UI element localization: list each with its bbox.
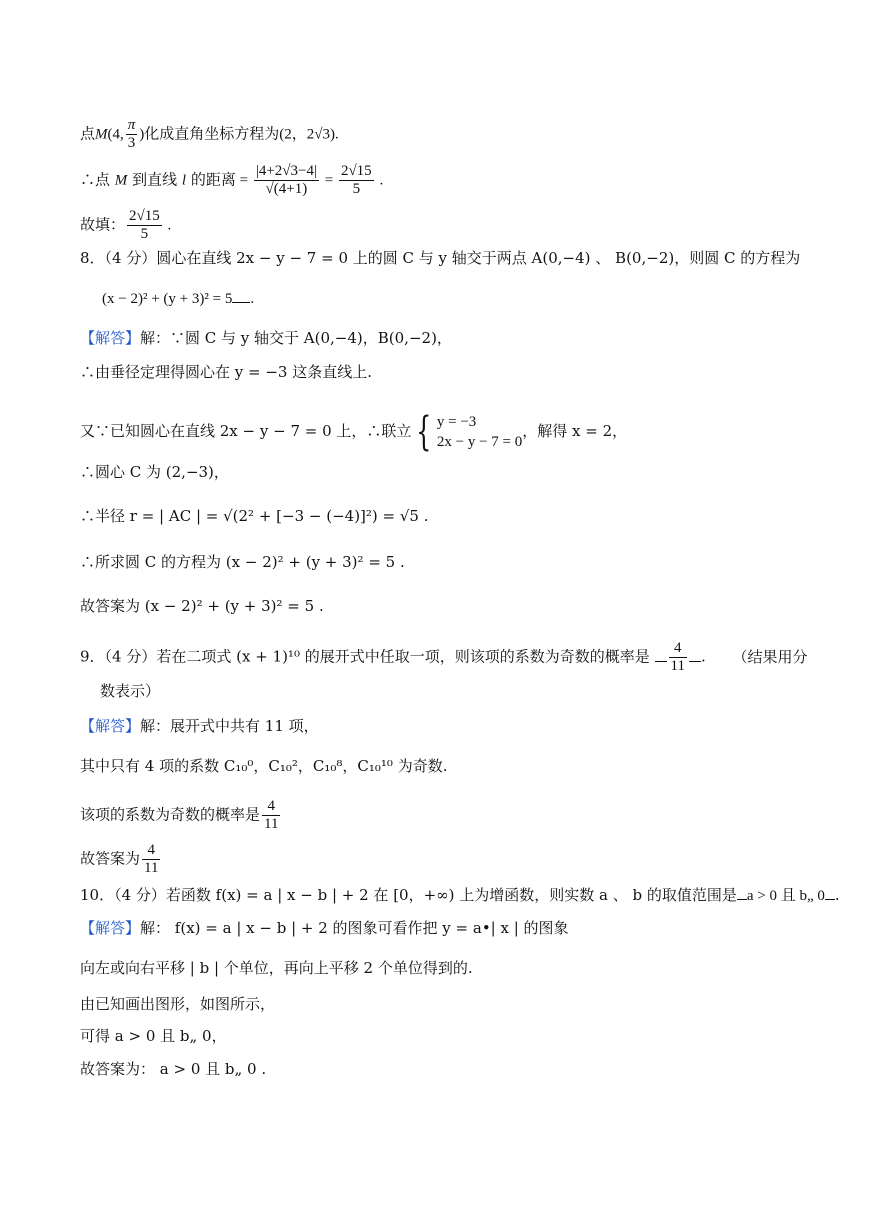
line-fill-answer: 故填： $\frac{2√15}{5}$ . bbox=[80, 208, 172, 242]
q10-solution-1: 【解答】解： f(x) = a | x − b | + 2 的图象可看作把 y = a•| x | 的图象 bbox=[80, 919, 569, 937]
q8-solution-5: ∴半径 r = | AC | = √(2² + [−3 − (−4)]²) = √5 . bbox=[80, 507, 429, 525]
q9-solution-1: 【解答】解：展开式中共有 11 项， bbox=[80, 717, 319, 735]
q9-solution-4: 故答案为 $\frac{4}{11}$ bbox=[80, 842, 159, 876]
solution-tag: 【解答】 bbox=[80, 329, 141, 347]
q8-solution-6: ∴所求圆 C 的方程为 (x − 2)² + (y + 3)² = 5 . bbox=[80, 553, 405, 571]
line-point-m: 点M(4, $\frac{\pi}{3}$ )化成直角坐标方程为(2，2√3). bbox=[80, 117, 339, 151]
q8-answer-line: (x − 2)² + (y + 3)² = 5 . bbox=[102, 291, 255, 307]
q10-solution-4: 可得 a > 0 且 b„ 0， bbox=[80, 1027, 227, 1045]
q10-solution-2: 向左或向右平移 | b | 个单位，再向上平移 2 个单位得到的. bbox=[80, 959, 473, 977]
q10-question: 10．（4 分）若函数 f(x) = a | x − b | + 2 在 [0，+∞) 上为增函数，则实数 a 、 b 的取值范围是 a > 0 且 b„ 0 . bbox=[80, 886, 840, 904]
q9-solution-3: 该项的系数为奇数的概率是 $\frac{4}{11}$ bbox=[80, 798, 279, 832]
q9-solution-2: 其中只有 4 项的系数 C₁₀⁰，C₁₀²，C₁₀⁸，C₁₀¹⁰ 为奇数. bbox=[80, 757, 448, 775]
q9-question: 9．（4 分）若在二项式 (x + 1)¹⁰ 的展开式中任取一项，则该项的系数为奇数的概率是 $\frac{4}{11}$ . （结果用分 bbox=[80, 640, 808, 674]
q8-solution-4: ∴圆心 C 为 (2,−3)， bbox=[80, 463, 229, 481]
q8-solution-1: 【解答】解：∵圆 C 与 y 轴交于 A(0,−4)，B(0,−2)， bbox=[80, 329, 452, 347]
q10-solution-5: 故答案为： a > 0 且 b„ 0 . bbox=[80, 1060, 267, 1078]
q9-question-cont: 数表示） bbox=[100, 682, 161, 700]
q8-question: 8．（4 分）圆心在直线 2x − y − 7 = 0 上的圆 C 与 y 轴交于两点 A(0,−4) 、 B(0,−2)，则圆 C 的方程为 bbox=[80, 249, 801, 267]
q8-solution-2: ∴由垂径定理得圆心在 y = −3 这条直线上. bbox=[80, 363, 372, 381]
solution-tag: 【解答】 bbox=[80, 919, 141, 937]
q8-solution-3: 又∵已知圆心在直线 2x − y − 7 = 0 上，∴联立 { y = −3 2x − y − 7 = 0，解得 x = 2， bbox=[80, 409, 628, 455]
line-distance: ∴点 M 到直线 l 的距离 = $\frac{|4+2√3-4|}{√(4+1)}$ = $\frac{2√15}{5}$ . bbox=[80, 163, 384, 197]
solution-tag: 【解答】 bbox=[80, 717, 141, 735]
q8-solution-7: 故答案为 (x − 2)² + (y + 3)² = 5 . bbox=[80, 597, 324, 615]
q10-solution-3: 由已知画出图形，如图所示， bbox=[80, 995, 276, 1013]
